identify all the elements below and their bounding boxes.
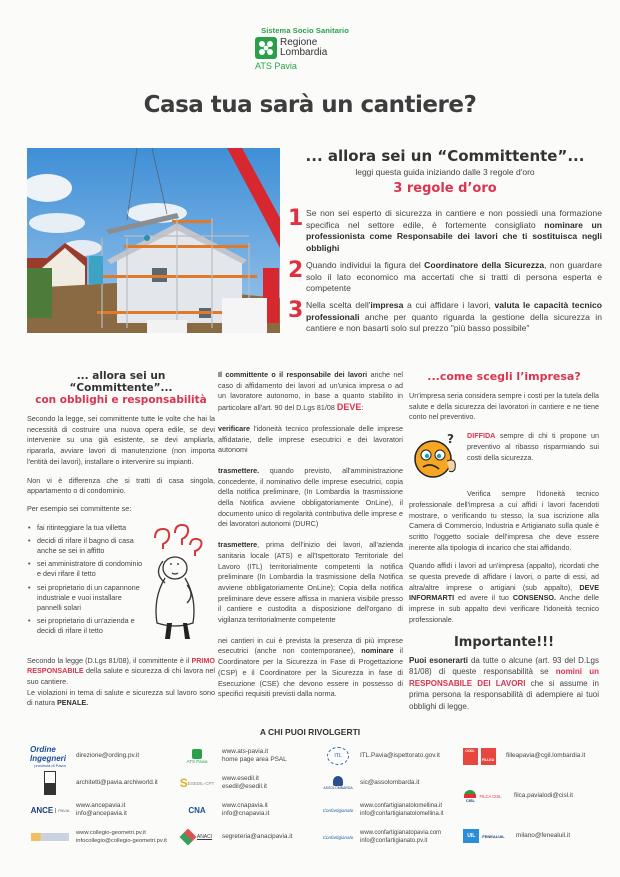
list-item: • sei proprietario di un'azienda e decidi di rifare il tetto (27, 616, 145, 636)
column-choose-company (409, 370, 599, 712)
col1-paragraph: Non vi è differenza che si tratti di casa singola, appartamento o di condominio. (27, 475, 215, 496)
list-item: • sei amministratore di condominio e devi rifare il tetto (27, 559, 145, 579)
esedil-logo: S ESEDIL-CPT (179, 776, 215, 790)
contact-email[interactable]: milano@fenealuil.it (516, 832, 571, 839)
intro-title: ... allora sei un “Committente”... (305, 147, 585, 165)
contact-assolombarda (322, 772, 472, 794)
logo-region-line2: Lombardia (280, 47, 328, 58)
contact-itl (322, 745, 472, 767)
col2-paragraph: trasmettere, prima dell'inizio dei lavori, all'azienda sanitaria locale (ATS) e all'Ispettorato Territoriale del Lavoro (ITL) territorialmente competenti la notifica preliminare (In Lombardia la trasmissione della Notifica avviene obbligatoriamente OnLine); Copia della notifica preliminare deve essere affissa in maniera visibile presso il cantiere e custodita a disposizione dell'organo di vigilanza territorialmente competente (218, 540, 403, 625)
contacts-column (458, 745, 608, 847)
contact-email[interactable]: sic@assolombarda.it (360, 779, 420, 786)
col2-paragraph: nei cantieri in cui è prevista la presenza di più imprese esecutrici (anche non contemporanee), nominare il Coordinatore per la Sicurezza in Fase di Progettazione (CSP) e il Coordinatore per la Sicurezza in fase di Esecuzione (CSE) che devono essere in possesso di specifici requisiti previsti dalla norma. (218, 635, 403, 699)
ats-pavia-logo (255, 26, 375, 71)
contact-email[interactable]: architetti@pavia.archiworld.it (76, 779, 158, 786)
contact-architetti (30, 772, 180, 794)
contact-email[interactable]: segreteria@anacipavia.it (222, 833, 293, 840)
contacts-column (30, 745, 180, 853)
contact-website[interactable]: www.confartigianatolomellina.it (360, 803, 443, 809)
contact-note: home page area PSAL (222, 756, 287, 763)
contact-confartigianato-lomellina (322, 799, 472, 821)
rule-number: 3 (288, 298, 304, 323)
contact-website[interactable]: www.esedil.it (222, 775, 259, 782)
contact-email[interactable]: info@ancepavia.it (76, 810, 127, 817)
rules-title: 3 regole d’oro (393, 181, 497, 196)
contact-email[interactable]: direzione@ording.pv.it (76, 752, 140, 759)
confartigianato-logo: Confartigianato (322, 834, 354, 840)
contact-email[interactable]: info@confartigianatolomellina.it (360, 811, 444, 817)
logo-system-text: Sistema Socio Sanitario (261, 26, 349, 35)
contact-uil-feneal (458, 825, 608, 847)
confused-person-illustration (145, 523, 215, 648)
contact-email[interactable]: esedil@esedil.it (222, 783, 267, 790)
intro-subtitle: leggi questa guida iniziando dalle 3 regole d'oro (355, 167, 535, 177)
regione-lombardia-cross-icon (255, 37, 277, 59)
contact-website[interactable]: www.collegio-geometri.pv.it (76, 830, 146, 836)
logo-ats-text: ATS Pavia (255, 61, 297, 71)
contact-website[interactable]: www.cnapavia.it (222, 802, 268, 809)
column-duties (218, 370, 403, 700)
col3-paragraph: Un'impresa seria considera sempre i costi per la tutela della salute e della sicurezza dei lavoratori in cantiere e ne tiene conto nel preventivo. (409, 391, 599, 422)
contact-cisl-filca (458, 785, 608, 807)
itl-logo: ITL (322, 747, 354, 765)
construction-site-photo (27, 148, 280, 333)
thinking-emoji-icon (409, 431, 467, 486)
contact-website[interactable]: www.ats-pavia.it (222, 748, 269, 755)
contact-cgil-fillea (458, 745, 608, 767)
rule-2 (288, 260, 608, 295)
contact-email[interactable]: filleapavia@cgil.lombardia.it (506, 752, 586, 759)
contact-esedil (178, 772, 323, 794)
ance-logo: ANCE PAVIA (30, 805, 70, 815)
rule-1 (288, 208, 608, 254)
col3-paragraph: Quando affidi i lavori ad un'impresa (appalto), ricordati che se questa prevede di affidare i lavori, o parte di essi, ad altra/altre imprese o artigiani (sub appalto), DEVE INFORMARTI ed avere il tuo CONSENSO. Anche delle imprese in sub appalto devi verificare l'idoneità tecnico professionale. (409, 561, 599, 624)
rule-number: 1 (288, 206, 304, 231)
contact-ance (30, 799, 180, 821)
col1-subtitle: con obblighi e responsabilità (35, 394, 207, 406)
architetti-logo (30, 771, 70, 795)
col1-paragraph: Per esempio sei committente se: (27, 503, 132, 513)
contact-ats-pavia (178, 745, 323, 767)
contact-email[interactable]: filca.pavialodi@cisl.it (514, 792, 574, 799)
ordine-ingegneri-logo: Ordine Ingegneri provincia di Pavia (30, 744, 67, 768)
confartigianato-logo: Confartigianato (322, 807, 354, 813)
cgil-fillea-logo: CGIL FILLEA (458, 748, 500, 765)
important-title: Importante!!! (453, 634, 555, 650)
column-obligations (27, 370, 215, 709)
assolombarda-logo: ASSOLOMBARDA (322, 776, 354, 790)
col2-paragraph: Il committente o il responsabile dei lavori anche nel caso di affidamento dei lavori ad un'unica impresa o ad un lavoratore autonomo, in base a quanto stabilito in particolare all'art. 90 del D.Lgs 81/08 DEVE: (218, 370, 404, 413)
contact-website[interactable]: www.ancepavia.it (76, 802, 126, 809)
contacts-column (322, 745, 472, 853)
example-list (27, 523, 145, 648)
contacts-column (178, 745, 323, 853)
rule-text: Quando individui la figura del Coordinatore della Sicurezza, non guardare solo il lato economico ma accertati che si tratti di persona esperta e competente (306, 260, 602, 293)
col1-title: ... allora sei un “Committente”... (69, 370, 173, 394)
list-item: • decidi di rifare il bagno di casa anche se sei in affitto (27, 536, 145, 556)
contact-website[interactable]: www.confartigianatopavia.com (360, 830, 442, 836)
contact-confartigianato-pavia (322, 826, 472, 848)
cisl-filca-logo: CISL FILCA CISL (458, 790, 508, 803)
contact-email[interactable]: info@cnapavia.it (222, 810, 270, 817)
col3-warning: DIFFIDA sempre di chi ti propone un preventivo al ribasso risparmiando sui costi della sicurezza. (467, 431, 599, 462)
contact-cna (178, 799, 323, 821)
anaci-logo: ANACI (178, 831, 216, 843)
col1-penal-text: Le violazioni in tema di salute e sicurezza sul lavoro sono di natura PENALE. (27, 687, 215, 708)
rule-3 (288, 300, 608, 335)
rule-number: 2 (288, 258, 304, 283)
contact-email[interactable]: info@confartigianato.pv.it (360, 838, 428, 844)
list-item: • sei proprietario di un capannone industriale e vuoi installare pannelli solari (27, 583, 145, 614)
contact-email[interactable]: ITL.Pavia@ispettorato.gov.it (360, 752, 440, 759)
col3-paragraph: Verifica sempre l'idoneità tecnico professionale dell'impresa a cui affidi i lavori facendoti mostrare, o verificando tu stesso, la sua iscrizione alla Camera di Commercio, Industria e Artigianato sulla quale è scritto l'oggetto sociale dell'impresa che deve essere inerente alla tipologia di incarico che stai affidando. (409, 489, 599, 552)
col1-paragraph: Secondo la legge, sei committente tutte le volte che hai la necessità di costruire una nuova opera edile, se devi intervenire su una già esistente, se devi ampliarla, ripararla, avviare lavori di manutenzione (non importa l'entità dei lavori), installare o intervenire su impianti. (27, 414, 215, 466)
contact-collegio-geometri (30, 826, 180, 848)
contact-ordine-ingegneri (30, 745, 180, 767)
col3-important-text: Puoi esonerarti da tutte o alcune (art. 93 del D.Lgs 81/08) di queste responsabilità se nomini un RESPONSABILE DEI LAVORI che si assume in prima persona la responsabilità di adempiere ai tuoi obblighi di legge. (409, 655, 599, 711)
contacts-title: A CHI PUOI RIVOLGERTI (259, 727, 361, 737)
list-item: • fai ritinteggiare la tua villetta (27, 523, 145, 533)
rule-text: Se non sei esperto di sicurezza in cantiere e non possiedi una formazione specifica nel settore edile, è fortemente consigliato nominare un professionista come Responsabile dei lavori che ti sostituisca negli obblighi (306, 208, 602, 253)
rule-text: Nella scelta dell'impresa a cui affidare i lavori, valuta le capacità tecnico professionali anche per quanto riguarda la gestione della sicurezza in cantiere e non basarti solo sul prezzo "più basso possibile" (306, 300, 603, 333)
col2-paragraph: verificare l'idoneità tecnico professionale delle imprese affidatarie, delle imprese esecutrici e dei lavoratori autonomi (218, 423, 403, 455)
col3-title: ...come scegli l’impresa? (427, 370, 581, 383)
page-title: Casa tua sarà un cantiere? (143, 92, 477, 118)
cna-logo: CNA (188, 805, 206, 815)
logo-region-line1: Regione (280, 37, 318, 48)
ats-pavia-small-logo: ATS Pavia (178, 749, 216, 764)
svg-text:?: ? (447, 432, 454, 447)
collegio-geometri-logo (30, 833, 70, 841)
contact-anaci (178, 826, 323, 848)
col2-paragraph: trasmettere. quando previsto, all'amministrazione concedente, il nominativo delle imprese esecutrici, copia della notifica preliminare, (In Lombardia la trasmissione della Notifica avviene obbligatoriamente OnLine), il documento unico di regolarità contributiva delle imprese e dei lavoratori autonomi (DURC) (218, 465, 403, 529)
uil-feneal-logo: UIL FENEALUIL (458, 829, 510, 843)
col1-responsibility-text: Secondo la legge (D.Lgs 81/08), il committente è il PRIMO RESPONSABILE della salute e sicurezza di chi lavora nel suo cantiere. (27, 655, 215, 687)
contact-email[interactable]: infocollegio@collegio-geometri.pv.it (76, 838, 167, 844)
